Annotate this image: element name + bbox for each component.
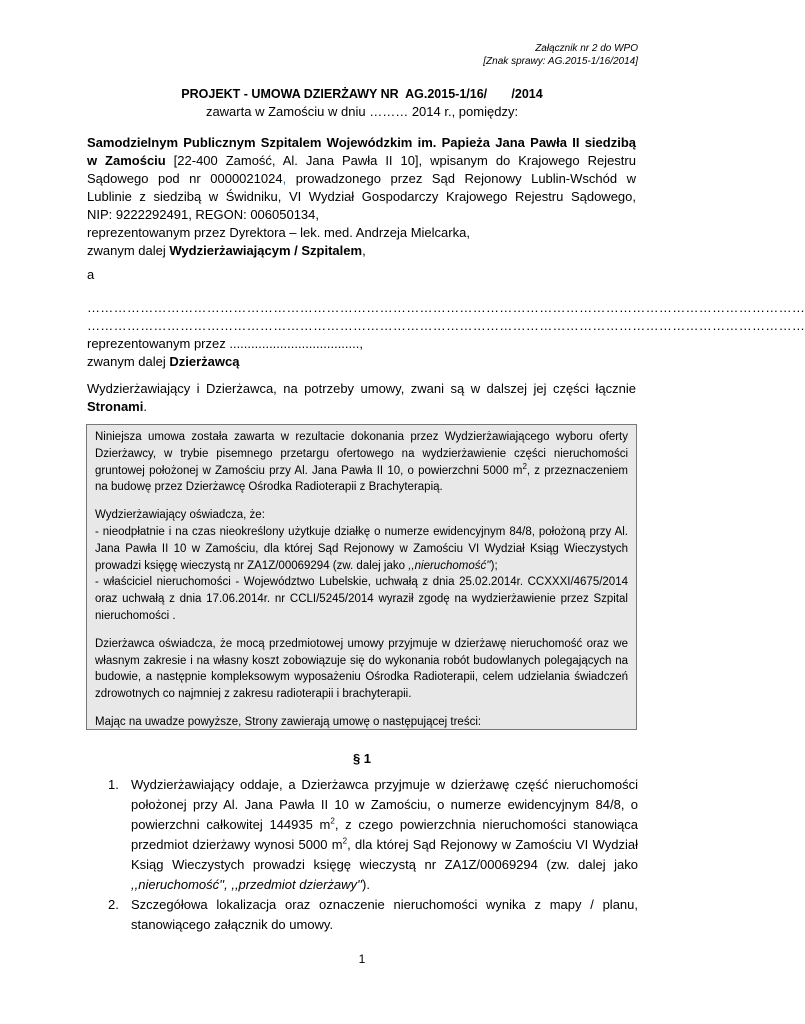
attachment-note [483,43,638,68]
section-heading: § 1 [352,751,372,766]
contract-title: PROJEKT - UMOWA DZIERŻAWY NR AG.2015-1/16/ /2014 [181,87,543,101]
list-item [108,775,638,895]
preamble-statement-b: - właściciel nieruchomości - Województwo Lubelskie, uchwałą z dnia 25.02.2014r. CCXXXI/4675/2014 oraz uchwałą z dnia 17.06.2014r. nr CCLI/5245/2014 wyraził zgodę na wydzierżawienie przez Szpital nieruchomości . [95,576,628,622]
item-1-end: ). [362,877,370,892]
party-1-krs: Sądowego pod nr 0000021024 [87,171,283,186]
item-1-text-c: , dla której Sąd Rejonowy w Zamościu VI Wydział Ksiąg Wieczystych prowadzi księgę wieczystą nr ZA1Z/00069294 (zw. dalej jako [131,837,638,872]
party-1-called [87,242,636,260]
party-1-called-name: Wydzierżawiającym / Szpitalem [169,243,363,258]
page-number: 1 [358,952,366,966]
item-1-text-b: , z czego powierzchnia nieruchomości stanowiąca przedmiot dzierżawy wynosi 5000 m [131,817,638,852]
party-1-address: [22-400 Zamość, Al. Jana Pawła II 10], wpisanym do Krajowego Rejestru [173,153,636,168]
parties-term-end: . [143,399,147,414]
and-word: a [87,267,95,282]
item-1-sup-b: 2 [342,836,348,846]
party-2-called [87,353,636,371]
contract-subtitle: zawarta w Zamościu w dniu ……… 2014 r., pomiędzy: [205,104,519,119]
preamble-p1-text: Niniejsza umowa została zawarta w rezultacie dokonania przez Wydzierżawiającego wyboru oferty Dzierżawcy, w trybie pisemnego przetargu ofertowego na wydzierżawienie części nieruchomości gruntowej położonej w Zamościu przy Al. Jana Pawła II 10, o powierzchni 5000 m [95,431,628,477]
parties-term: Stronami [87,399,144,414]
party-2-dots-line-1: ……………………………………………………………………………………………………………………………………………… [87,300,805,315]
party-1-block [87,134,636,260]
list-item [108,895,638,935]
preamble-box [86,424,637,730]
party-2-dots-line-2: ……………………………………………………………………………………………………………………………………………… [87,318,805,333]
party-1-comma: , [282,171,287,186]
preamble-paragraph-1 [95,429,628,496]
party-2-called-prefix: zwanym dalej [87,354,166,369]
preamble-paragraph-4: Mając na uwadze powyższe, Strony zawierają umowę o następującej treści: [95,715,482,728]
party-1-line-3 [87,170,636,188]
item-1-sup-a: 2 [330,816,335,826]
parties-term-line [87,398,636,416]
party-1-city: w Zamościu [87,153,166,168]
party-1-representative: reprezentowanym przez Dyrektora – lek. med. Andrzeja Mielcarka, [87,225,470,240]
preamble-p1-end: , z przeznaczeniem na budowę przez Dzierżawcę Ośrodka Radioterapii z Brachyterapią. [95,464,628,494]
section-list [108,775,638,935]
party-1-court: prowadzonego przez Sąd Rejonowy Lublin-Wschód w [295,171,636,186]
attachment-line-1: Załącznik nr 2 do WPO [535,43,638,54]
party-2-block [87,299,805,371]
parties-sentence: Wydzierżawiający i Dzierżawca, na potrzeby umowy, zwani są w dalszej jej części łącznie [87,381,636,396]
preamble-statement-a [95,524,628,574]
attachment-line-2: [Znak sprawy: AG.2015-1/16/2014] [483,55,638,67]
list-item-text: Szczegółowa lokalizacja oraz oznaczenie nieruchomości wynika z mapy / planu, stanowiącego załącznik do umowy. [131,897,638,932]
party-2-called-name: Dzierżawcą [169,354,240,369]
preamble-statement-a-end: ); [490,559,498,572]
party-1-name: Samodzielnym Publicznym Szpitalem Wojewódzkim im. Papieża Jana Pawła II siedzibą [87,135,636,150]
list-item-number: 1. [108,777,119,792]
party-1-called-prefix: zwanym dalej [87,243,166,258]
preamble-statement-intro: Wydzierżawiający oświadcza, że: [95,509,265,522]
list-item-text [131,775,638,895]
preamble-paragraph-3: Dzierżawca oświadcza, że mocą przedmiotowej umowy przyjmuje w dzierżawę nieruchomość oraz we własnym zakresie i na własny koszt zobowiązuje się do wykonania robót budowlanych polegających na budowie, a następnie kompleksowym wyposażeniu Ośrodka Radioterapii, celem udzielania świadczeń zdrowotnych co najmniej z zakresu radioterapii i brachyterapii. [95,637,628,701]
party-1-line-4: Lublinie z siedzibą w Świdniku, VI Wydział Gospodarczy Krajowego Rejestru Sądowego, [87,189,636,204]
party-1-nip-regon: NIP: 9222292491, REGON: 006050134, [87,207,319,222]
preamble-statement-a-text: - nieodpłatnie i na czas nieokreślony użytkuje działkę o numerze ewidencyjnym 84/8, położoną przy Al. Jana Pawła II 10 w Zamościu, dla której Sąd Rejonowy w Zamościu VI Wydział Ksiąg Wieczystych prowadzi księgę wieczystą nr ZA1Z/00069294 (zw. dalej jako [95,525,628,572]
item-1-text-a: Wydzierżawiający oddaje, a Dzierżawca przyjmuje w dzierżawę część nieruchomości położonej przy Al. Jana Pawła II 10 w Zamościu, o numerze ewidencyjnym 84/8, o powierzchni całkowitej 144935 m [131,777,638,832]
parties-definition [87,380,636,416]
preamble-p1-sup: 2 [522,461,527,471]
party-1-line-2 [87,152,636,170]
list-item-number: 2. [108,897,119,912]
preamble-statement-a-term: ,,nieruchomość'' [408,559,491,572]
party-2-representative: reprezentowanym przez ...................................., [87,336,363,351]
item-1-terms: ,,nieruchomość'', ,,przedmiot dzierżawy'' [131,877,363,892]
party-1-called-suffix: , [362,243,366,258]
